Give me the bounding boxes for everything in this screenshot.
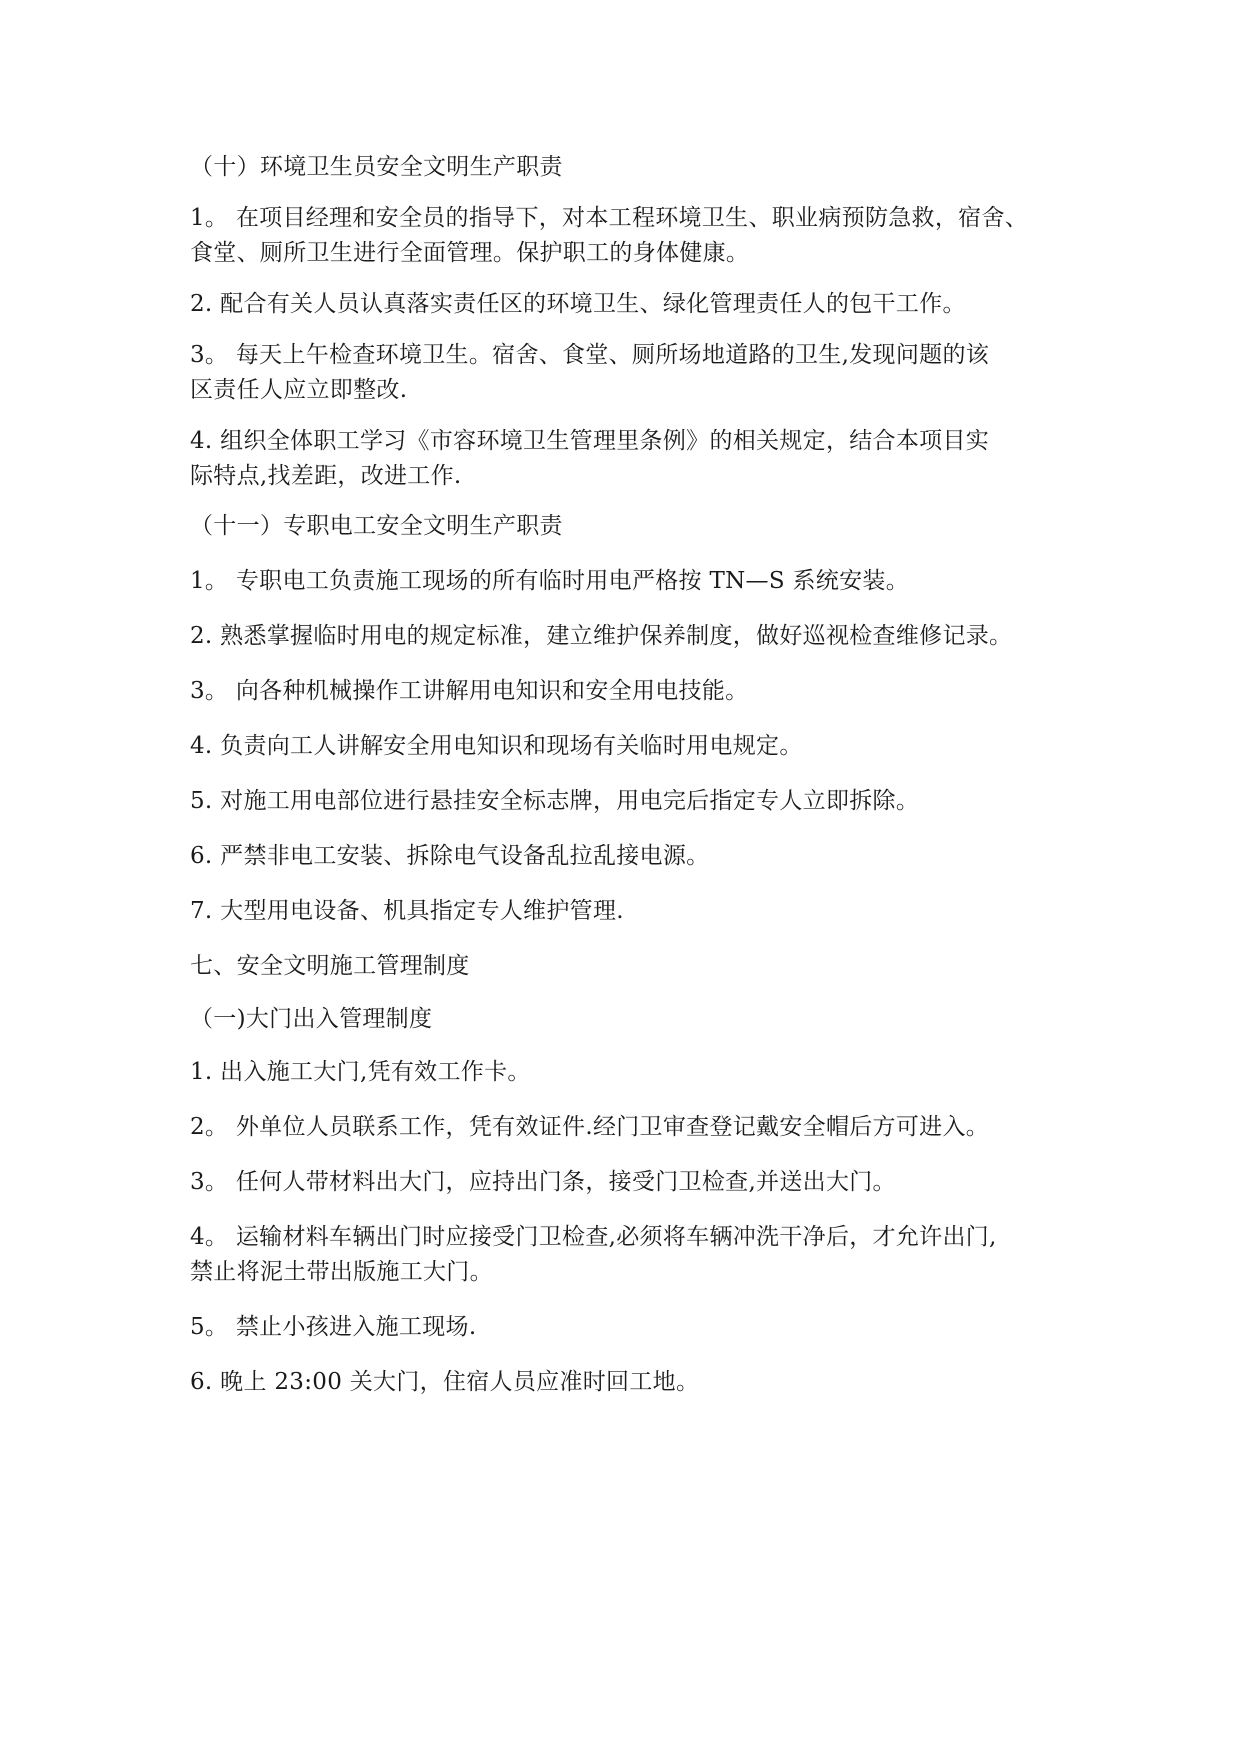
chapter-heading: 七、安全文明施工管理制度: [190, 953, 470, 979]
paragraph-line: 4. 组织全体职工学习《市容环境卫生管理里条例》的相关规定，结合本项目实: [190, 428, 990, 454]
paragraph-line: 4. 负责向工人讲解安全用电知识和现场有关临时用电规定。: [190, 733, 803, 759]
paragraph-line: 禁止将泥土带出版施工大门。: [190, 1259, 493, 1285]
paragraph-line: 7. 大型用电设备、机具指定专人维护管理.: [190, 898, 624, 924]
paragraph-line: 区责任人应立即整改.: [190, 377, 408, 403]
paragraph-line: 5. 对施工用电部位进行悬挂安全标志牌，用电完后指定专人立即拆除。: [190, 788, 920, 814]
paragraph-line: 1。 在项目经理和安全员的指导下，对本工程环境卫生、职业病预防急救，宿舍、: [190, 205, 1029, 231]
paragraph-line: 4。 运输材料车辆出门时应接受门卫检查,必须将车辆冲洗干净后，才允许出门,: [190, 1224, 997, 1250]
paragraph-line: 5。 禁止小孩进入施工现场.: [190, 1314, 477, 1340]
paragraph-line: 6. 晚上 23:00 关大门，住宿人员应准时回工地。: [190, 1369, 700, 1395]
paragraph-line: 2。 外单位人员联系工作，凭有效证件.经门卫审查登记戴安全帽后方可进入。: [190, 1114, 990, 1140]
paragraph-line: 2. 配合有关人员认真落实责任区的环境卫生、绿化管理责任人的包干工作。: [190, 291, 966, 317]
paragraph-line: 3。 任何人带材料出大门，应持出门条，接受门卫检查,并送出大门。: [190, 1169, 896, 1195]
section-heading-10: （十）环境卫生员安全文明生产职责: [190, 154, 563, 180]
paragraph-line: 6. 严禁非电工安装、拆除电气设备乱拉乱接电源。: [190, 843, 710, 869]
paragraph-line: 3。 向各种机械操作工讲解用电知识和安全用电技能。: [190, 678, 749, 704]
paragraph-line: 2. 熟悉掌握临时用电的规定标准，建立维护保养制度，做好巡视检查维修记录。: [190, 623, 1013, 649]
paragraph-line: 1。 专职电工负责施工现场的所有临时用电严格按 TN—S 系统安装。: [190, 568, 909, 594]
paragraph-line: 1. 出入施工大门,凭有效工作卡。: [190, 1059, 531, 1085]
paragraph-line: 际特点,找差距，改进工作.: [190, 463, 462, 489]
section-heading-11: （十一）专职电工安全文明生产职责: [190, 513, 563, 539]
paragraph-line: 3。 每天上午检查环境卫生。宿舍、食堂、厕所场地道路的卫生,发现问题的该: [190, 342, 990, 368]
section-heading-1: （一)大门出入管理制度: [190, 1006, 433, 1032]
paragraph-line: 食堂、厕所卫生进行全面管理。保护职工的身体健康。: [190, 240, 750, 266]
